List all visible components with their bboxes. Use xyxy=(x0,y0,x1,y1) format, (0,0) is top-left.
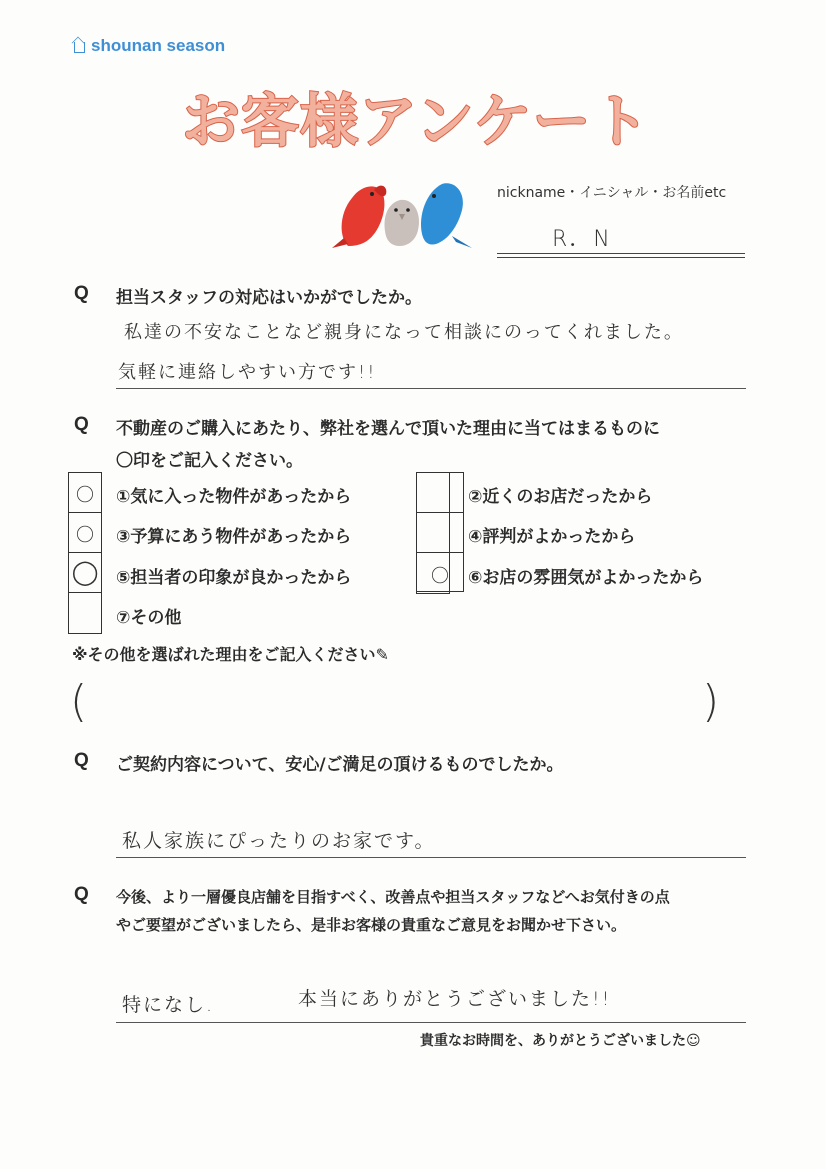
nickname-underline xyxy=(497,253,745,254)
q3-answer-rule xyxy=(116,857,746,858)
box-divider xyxy=(68,552,102,553)
q1-mark: Q xyxy=(74,283,89,304)
option-7-label: ⑦その他 xyxy=(116,608,182,628)
q2-question-line1: 不動産のご購入にあたり、弊社を選んで頂いた理由に当てはまるものに xyxy=(116,419,660,439)
nickname-underline-double xyxy=(497,257,745,258)
other-reason-field[interactable] xyxy=(100,686,700,726)
option-2-label: ②近くのお店だったから xyxy=(468,487,653,507)
option-3-label: ③予算にあう物件があったから xyxy=(116,527,352,547)
box-divider xyxy=(68,512,102,513)
q1-answer-line1: 私達の不安なことなど親身になって相談にのってくれました。 xyxy=(124,322,684,343)
brand-logo xyxy=(74,36,225,56)
q4-question-line1: 今後、より一層優良店舗を目指すべく、改善点や担当スタッフなどへお気付きの点 xyxy=(116,888,670,906)
option-4-checkbox[interactable] xyxy=(417,514,463,550)
blue-bird-icon xyxy=(421,183,472,248)
q2-mark: Q xyxy=(74,414,89,435)
red-bird-icon xyxy=(332,186,386,248)
house-icon xyxy=(74,42,85,53)
brand-name: shounan season xyxy=(91,36,226,55)
other-reason-open-paren: ( xyxy=(70,676,88,727)
q3-answer: 私人家族にぴったりのお家です。 xyxy=(122,830,436,852)
other-reason-close-paren: ) xyxy=(702,676,720,727)
q4-answer-rule xyxy=(116,1022,746,1023)
q1-answer-rule xyxy=(116,388,746,389)
footer-thanks: 貴重なお時間を、ありがとうございました☺ xyxy=(420,1033,701,1049)
q4-answer-part2: 本当にありがとうございました!! xyxy=(298,988,612,1010)
nickname-label: nickname・イニシャル・お名前etc xyxy=(497,185,727,201)
option-4-label: ④評判がよかったから xyxy=(468,527,636,547)
q4-mark: Q xyxy=(74,884,89,905)
option-1-checkbox[interactable]: 〇 xyxy=(76,485,94,506)
other-reason-prompt: ※その他を選ばれた理由をご記入ください✎ xyxy=(72,645,389,664)
page-title: お客様アンケート xyxy=(182,87,651,155)
q4-answer-part1: 特になし. xyxy=(122,994,215,1016)
q2-question-line2: 〇印をご記入ください。 xyxy=(116,451,303,471)
option-5-label: ⑤担当者の印象が良かったから xyxy=(116,568,352,588)
birds-illustration xyxy=(330,176,476,252)
q4-question-line2: やご要望がございましたら、是非お客様の貴重なご意見をお聞かせ下さい。 xyxy=(116,916,627,934)
option-6-checkbox[interactable]: 〇 xyxy=(431,566,449,587)
option-6-label: ⑥お店の雰囲気がよかったから xyxy=(468,568,704,588)
option-5-checkbox[interactable]: ◯ xyxy=(71,558,99,586)
option-7-checkbox[interactable] xyxy=(69,598,101,630)
box-divider xyxy=(68,592,102,593)
q3-question: ご契約内容について、安心/ご満足の頂けるものでしたか。 xyxy=(116,755,564,775)
q1-answer-line2: 気軽に連絡しやすい方です!! xyxy=(118,362,377,383)
q3-mark: Q xyxy=(74,750,89,771)
grey-bird-icon xyxy=(385,200,419,246)
option-2-checkbox[interactable] xyxy=(417,474,463,510)
q1-question: 担当スタッフの対応はいかがでしたか。 xyxy=(116,288,422,308)
option-1-label: ①気に入った物件があったから xyxy=(116,487,352,507)
option-3-checkbox[interactable]: 〇 xyxy=(76,525,94,546)
nickname-value: R．N xyxy=(552,227,612,252)
